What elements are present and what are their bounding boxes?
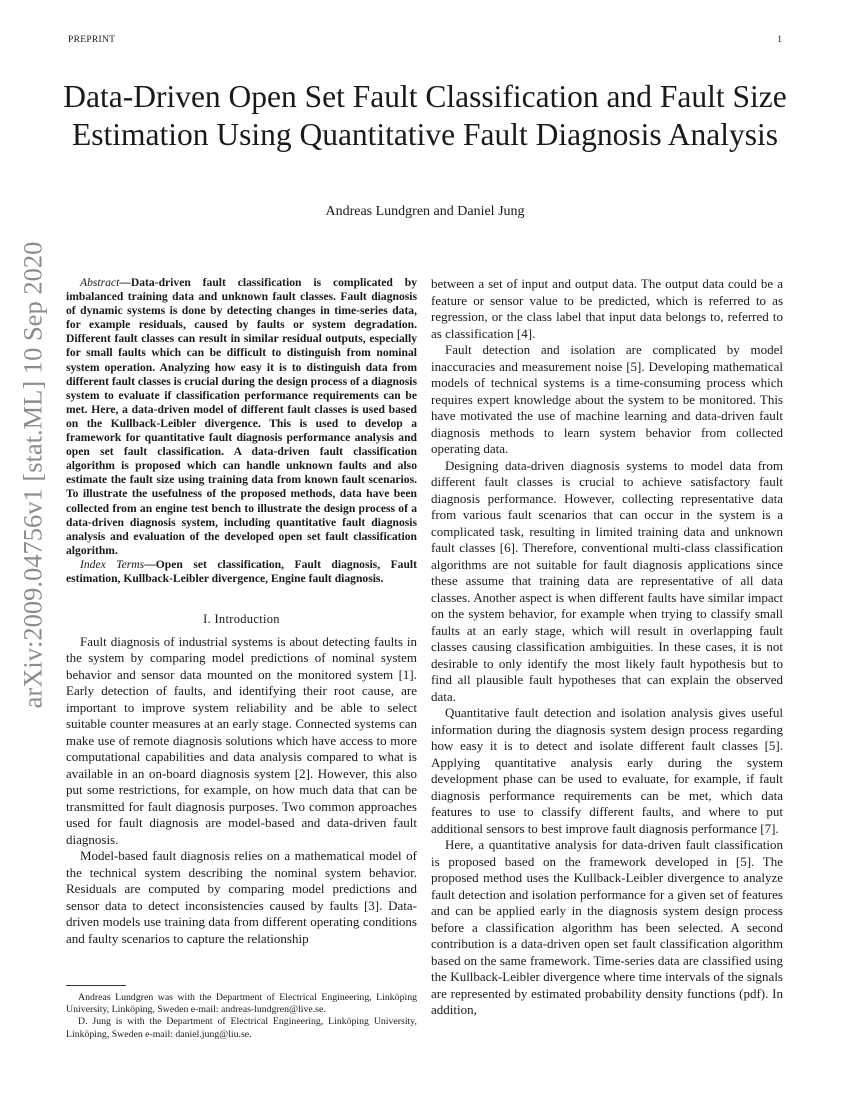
index-terms-text: —Open set classification, Fault diagnosis, Fault estimation, Kullback-Leibler divergence, Engine fault diagnosis. <box>66 557 417 585</box>
abstract-label: Abstract <box>80 276 120 289</box>
left-column <box>66 276 417 947</box>
intro-paragraph: Quantitative fault detection and isolation analysis gives useful information during the diagnosis system design process regarding how easy it is to detect and isolate different fault classes [5]. Applying quantitative analysis early during the system development phase can be used to evaluate, for example, if fault diagnosis performance requirements can be met, which data features to use to classify different faults, and where to put additional sensors to best improve fault diagnosis performance [7]. <box>431 705 783 836</box>
running-head: PREPRINT <box>68 35 116 45</box>
paper-title: Data-Driven Open Set Fault Classification and Fault Size Estimation Using Quantitative Fault Diagnosis Analysis <box>63 79 787 152</box>
intro-paragraph: Fault detection and isolation are complicated by model inaccuracies and measurement noise [5]. Developing mathematical models of technical systems is a time-consuming process which requires expert knowledge about the system to be monitored. This have motivated the use of machine learning and data-driven fault diagnosis methods to learn system behavior from collected operating data. <box>431 342 783 456</box>
arxiv-stamp <box>6 241 60 709</box>
index-terms <box>66 558 417 586</box>
page-number: 1 <box>777 35 782 45</box>
intro-paragraph: Here, a quantitative analysis for data-driven fault classification is proposed based on the framework developed in [5]. The proposed method uses the Kullback-Leibler divergence to analyze fault detection and isolation performance for a given set of features and can be applied early in the diagnosis system design process before a classification algorithm has been selected. A second contribution is a data-driven open set fault classification algorithm based on the same framework. Time-series data are classified using the Kullback-Leibler divergence where time intervals of the signals are represented by estimated probability density functions (pdf). In addition, <box>431 837 783 1017</box>
footnote: Andreas Lundgren was with the Department of Electrical Engineering, Linköping University, Linköping, Sweden e-mail: andreas-lundgren@live.se. <box>66 992 417 1016</box>
intro-paragraph: Model-based fault diagnosis relies on a mathematical model of the technical system describing the nominal system behavior. Residuals are computed by comparing model predictions and sensor data to detect inconsistencies caused by faults [3]. Data-driven models use training data from different operating conditions and faulty scenarios to capture the relationship <box>66 848 417 946</box>
intro-paragraph: Designing data-driven diagnosis systems to model data from different fault classes is crucial to achieve satisfactory fault diagnosis performance. However, collecting representative data from various fault scenarios that can occur in the system is a complicated task, resulting in limited training data and unknown fault classes [6]. Therefore, conventional multi-class classification algorithms are not suitable for fault diagnosis applications since these assume that training data are representative of all data classes. Another aspect is when different faults have similar impact on the system behavior, for example when trying to classify small faults at an early stage, which will result in overlapping fault classes causing classification ambiguities. In these cases, it is not desirable to only identify the most likely fault hypothesis but to find all plausible fault hypotheses that can explain the observed data. <box>431 457 783 704</box>
abstract <box>66 276 417 558</box>
intro-paragraph-continued: between a set of input and output data. The output data could be a feature or sensor value to be predicted, which is referred to as regression, or the class label that input data belongs to, referred to as classification [4]. <box>431 276 783 341</box>
footnotes <box>66 992 417 1041</box>
section-heading: I. Introduction <box>203 612 280 627</box>
footnote-divider <box>66 985 126 986</box>
footnote: D. Jung is with the Department of Electrical Engineering, Linköping University, Linköping, Sweden e-mail: daniel.jung@liu.se. <box>66 1016 417 1040</box>
arxiv-stamp-text: arXiv:2009.04756v1 [stat.ML] 10 Sep 2020 <box>17 241 48 709</box>
right-column <box>431 276 783 1019</box>
intro-paragraph: Fault diagnosis of industrial systems is about detecting faults in the system by comparing model predictions of nominal system behavior and sensor data mounted on the monitored system [1]. Early detection of faults, and identifying their root cause, are important to improve system reliability and be able to select suitable counter measures at an early stage. Connected systems can make use of remote diagnosis solutions which have access to more computational capabilities and data analysis compared to what is available in an on-board diagnosis system [2]. However, this also put some restrictions, for example, on how much data that can be transmitted for fault diagnosis purposes. Two common approaches used for fault diagnosis are model-based and data-driven fault diagnosis. <box>66 633 417 847</box>
index-terms-label: Index Terms <box>80 557 145 571</box>
abstract-text: —Data-driven fault classification is complicated by imbalanced training data and unknown fault classes. Fault diagnosis of dynamic systems is done by detecting changes in time-series data, for example residuals, caused by faults or system degradation. Different fault classes can result in similar residual outputs, especially for small faults which can be difficult to distinguish from nominal system operation. Analyzing how easy it is to distinguish data from different fault classes is crucial during the design process of a diagnosis system to evaluate if classification performance requirements can be met. Here, a data-driven model of different fault classes is used based on the Kullback-Leibler divergence. This is used to develop a framework for quantitative fault diagnosis performance analysis and open set fault classification. A data-driven fault classification algorithm is proposed which can handle unknown faults and also estimate the fault size using training data from known fault scenarios. To illustrate the usefulness of the proposed methods, data have been collected from an engine test bench to illustrate the design process of a data-driven diagnosis system, including quantitative fault diagnosis analysis and evaluation of the developed open set fault classification algorithm. <box>66 276 417 557</box>
authors: Andreas Lundgren and Daniel Jung <box>325 204 525 219</box>
